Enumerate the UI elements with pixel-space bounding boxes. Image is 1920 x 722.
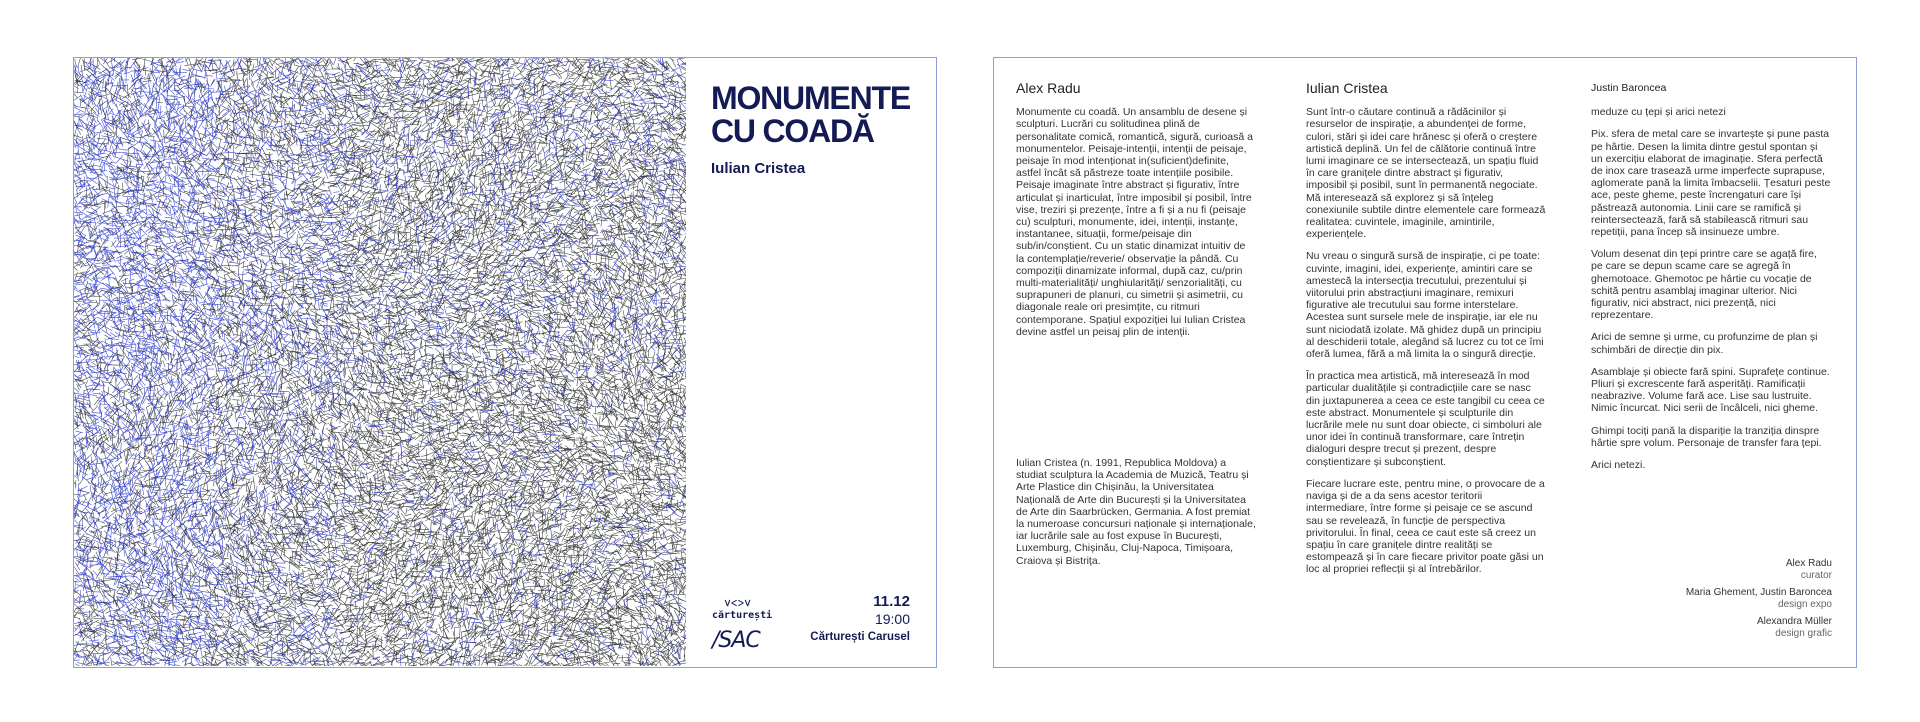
credit-name: Maria Ghement, Justin Baroncea <box>1685 587 1832 598</box>
carturesti-logo-text: cărturești <box>712 610 773 621</box>
credits-block <box>1686 558 1832 645</box>
isac-logo: /SAC <box>712 628 760 653</box>
curator-column <box>1016 82 1256 348</box>
curator-heading: Alex Radu <box>1016 80 1081 96</box>
designer-paragraph: Asamblaje și obiecte fară spini. Suprafețe continue. Pliuri și excrescente fară asperități. Ramificații neabrazive. Volume fară ace. Lise sau lustruite. Nimic încurcat. Nici serii de încâlceli, nici gheme. <box>1591 365 1830 415</box>
partner-logos <box>712 598 792 653</box>
designer-paragraph: Volum desenat din țepi printre care se agață fire, pe care se depun scame care se agregă în ghemotoace. Ghemotoc pe hârtie cu vocație de schită pentru asamblaj imaginar ulterior. Nici figurativ, nici abstract, nici prezență, nici reprezentare. <box>1591 248 1817 322</box>
designer-paragraph: Arici de semne și urme, cu profunzime de plan și schimbări de direcție din pix. <box>1591 331 1818 356</box>
artist-name: Iulian Cristea <box>711 160 806 177</box>
credit-name: Alexandra Müller <box>1756 616 1832 627</box>
event-time: 19:00 <box>874 611 910 627</box>
artist-bio: Iulian Cristea (n. 1991, Republica Moldova) a studiat sculptura la Academia de Muzică, Teatru și Arte Plastice din Chișinău, la Universitatea Națională de Arte din București și la Universitatea de Arte din Saarbrücken, Germania. A fost premiat la numeroase concursuri naționale și internaționale, iar lucrările sale au fost expuse în București, Luxemburg, Chișinău, Cluj-Napoca, Timișoara, Craiova și Bistrița. <box>1016 457 1256 567</box>
artist-paragraph: Nu vreau o singură sursă de inspirație, ci pe toate: cuvinte, imagini, idei, experiențe, amintiri care se amestecă la intersecția trecutului, prezentului și viitorului prin abstracțiuni imaginare, remixuri figurative ale trecutului sau forme interstelare. Acestea sunt sursele mele de inspirație, iar ele nu sunt niciodată izolate. Mă ghidez după un principiu al deschiderii totale, alegând să lucrez cu tot ce îmi oferă lumea, fără a mă limita la o singură direcție. <box>1306 250 1544 361</box>
pen-drawing-artwork <box>74 58 686 666</box>
carturesti-logo-mark: ᐯᐸᐳᐯ <box>724 599 752 608</box>
designer-heading: Justin Baroncea <box>1591 82 1667 94</box>
event-info <box>810 593 910 643</box>
cover-title-block <box>711 82 926 177</box>
designer-subtitle: meduze cu țepi și arici netezi <box>1591 106 1726 119</box>
artist-heading: Iulian Cristea <box>1306 80 1388 96</box>
title-line-1: MONUMENTE <box>711 80 910 116</box>
carturesti-logo <box>712 598 792 622</box>
cover-panel <box>73 57 937 668</box>
exhibition-title <box>711 82 926 148</box>
curator-text: Monumente cu coadă. Un ansamblu de desene și sculpturi. Lucrări cu solitudinea plină de personalitate comică, romantică, sigură, curioasă a monumentelor. Peisaje-intenții, intenții de peisaje, peisaje în mod intenționat in(suficient)definite, astfel încât să păstreze toate intențiile posibile. Peisaje imaginate între abstract și figurativ, între articulat și inarticulat, între imposibil și posibil, între vise, treziri și prezențe, între a fi și a nu fi (peisaje cu) sculpturi, monumente, idei, intenții, instanțe, instantanee, situații, forme/peisaje din sub/in/conștient. Cu un static dinamizat intuitiv de la contemplație/reverie/ observație la pândă. Cu compoziții dinamizate informal, după caz, cu/prin multi-materialități/ unghiularități/ senzorialități, cu suprapuneri de planuri, cu simetrii și asimetrii, cu diagonale reale ori presimțite, cu ritmuri contemporane. Spațiul expoziției lui Iulian Cristea devine astfel un peisaj plin de intenții. <box>1016 106 1253 338</box>
designer-paragraph: Pix. sfera de metal care se invartește și pune pasta pe hârtie. Desen la limita dintre gestul spontan și un exercițiu elaborat de imaginație. Sfera perfectă de inox care trasează urme imperfecte suprapuse, aglomerate pană la limita îmbacselii. Țesaturi peste ace, peste gheme, peste încrengaturi care își păstrează autonomia. Linii care se ramifică și reintersectează, fară să stabilească ritmuri sau repetiții, pana încep să insinueze umbre. <box>1591 128 1831 239</box>
designer-column <box>1591 82 1831 481</box>
artist-paragraph: Fiecare lucrare este, pentru mine, o provocare de a naviga și de a da sens acestor teritorii intermediare, între forme și peisaje ce se ascund sau se revelează, în funcție de perspectiva privitorului. În final, ceea ce caut este să creez un spațiu în care granițele dintre realități se estompează și în care fiecare privitor poate găsi un loc al propriei reflecții și al întrebărilor. <box>1306 477 1545 576</box>
designer-paragraph: Arici netezi. <box>1591 459 1646 472</box>
credit-role: design grafic <box>1775 627 1832 639</box>
designer-paragraph: Ghimpi tociți pană la dispariție la tranziția dinspre hârtie spre volum. Personaje de transfer fara țepi. <box>1591 424 1822 449</box>
credit-role: curator <box>1800 569 1832 581</box>
event-date: 11.12 <box>873 593 910 610</box>
credit-name: Alex Radu <box>1785 558 1832 569</box>
artwork-svg <box>74 58 686 666</box>
artist-paragraph: Sunt într-o căutare continuă a rădăcinilor și resurselor de inspirație, a abundenței de forme, culori, stări și idei care hrănesc și oferă o creștere artistică deplină. Un fel de călătorie continuă între lumi imaginare ce se intersectează, un spațiu fluid în care granițele dintre abstract și figurativ, imposibil și posibil, sunt în permanentă negociate. Mă interesează să explorez și să înțeleg conexiunile subtile dintre elementele care formează realitatea: cuvintele, imaginile, amintirile, experiențele. <box>1306 106 1546 241</box>
artist-column <box>1306 82 1546 586</box>
title-line-2: CU COADĂ <box>711 113 874 149</box>
event-venue: Cărturești Carusel <box>810 631 910 643</box>
text-panel <box>993 57 1857 668</box>
credit-role: design expo <box>1778 598 1832 610</box>
artist-paragraph: În practica mea artistică, mă interesează în mod particular dualitățile și contradicțiile care se nasc din juxtapunerea a ceea ce este tangibil cu ceea ce este abstract. Monumentele și sculpturile din lucrările mele nu sunt doar obiecte, ci simboluri ale unor idei în continuă transformare, care întrețin dialoguri despre trecut și prezent, despre conștientizare și subconștient. <box>1306 370 1545 468</box>
